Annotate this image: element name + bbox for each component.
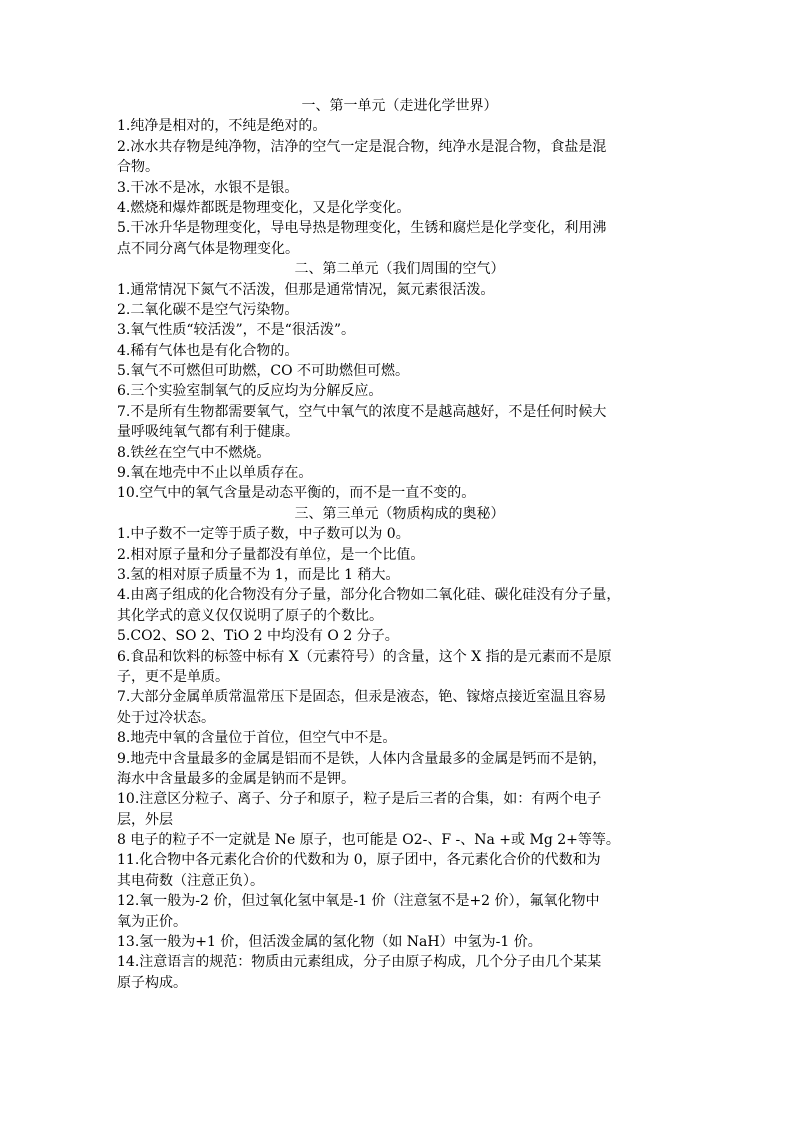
text-line: 6.三个实验室制氧气的反应均为分解反应。	[117, 383, 383, 400]
text-line: 海水中含量最多的金属是钠而不是钾。	[117, 770, 355, 787]
text-line: 4.稀有气体也是有化合物的。	[117, 342, 299, 359]
text-line: 其电荷数（注意正负）。	[117, 872, 264, 889]
text-line: 5.干冰升华是物理变化，导电导热是物理变化，生锈和腐烂是化学变化，利用沸	[117, 220, 607, 237]
text-line: 4.燃烧和爆炸都既是物理变化，又是化学变化。	[117, 199, 411, 216]
text-line: 层，外层	[117, 811, 173, 828]
text-line: 1.通常情况下氮气不活泼，但那是通常情况，氮元素很活泼。	[117, 281, 495, 298]
text-line: 其化学式的意义仅仅说明了原子的个数比。	[117, 607, 383, 624]
text-line: 7.不是所有生物都需要氧气，空气中氧气的浓度不是越高越好，不是任何时候大	[117, 403, 607, 420]
text-line: 3.氢的相对原子质量不为 1，而是比 1 稍大。	[117, 566, 400, 583]
text-line: 14.注意语言的规范：物质由元素组成，分子由原子构成，几个分子由几个某某	[117, 954, 602, 971]
text-line: 13.氢一般为+1 价，但活泼金属的氢化物（如 NaH）中氢为-1 价。	[117, 934, 542, 951]
text-line: 3.氧气性质“较活泼”，不是“很活泼”。	[117, 322, 355, 339]
text-line: 4.由离子组成的化合物没有分子量，部分化合物如二氧化硅、碳化硅没有分子量，	[117, 587, 621, 604]
text-line: 11.化合物中各元素化合价的代数和为 0，原子团中，各元素化合价的代数和为	[117, 852, 601, 869]
text-line: 5.氧气不可燃但可助燃，CO 不可助燃但可燃。	[117, 363, 409, 380]
text-line: 5.CO2、SO 2、TiO 2 中均没有 O 2 分子。	[117, 628, 399, 645]
text-line: 6.食品和饮料的标签中标有 X（元素符号）的含量，这个 X 指的是元素而不是原	[117, 648, 612, 665]
section-heading: 二、第二单元（我们周围的空气）	[294, 261, 505, 278]
text-line: 8.铁丝在空气中不燃烧。	[117, 444, 271, 461]
text-line: 7.大部分金属单质常温常压下是固态，但汞是液态，铯、镓熔点接近室温且容易	[117, 689, 607, 706]
text-line: 8.地壳中氧的含量位于首位，但空气中不是。	[117, 730, 397, 747]
text-line: 处于过冷状态。	[117, 709, 215, 726]
document-page	[117, 96, 682, 993]
section-heading: 三、第三单元（物质构成的奥秘）	[294, 505, 505, 522]
text-line: 2.相对原子量和分子量都没有单位，是一个比值。	[117, 546, 425, 563]
text-line: 2.二氧化碳不是空气污染物。	[117, 301, 299, 318]
text-line: 点不同分离气体是物理变化。	[117, 240, 299, 257]
text-line: 氧为正价。	[117, 913, 187, 930]
text-line: 8 电子的粒子不一定就是 Ne 原子，也可能是 O2-、F -、Na +或 Mg 2+等等。	[117, 832, 620, 849]
text-line: 1.纯净是相对的，不纯是绝对的。	[117, 118, 327, 135]
text-line: 子，更不是单质。	[117, 668, 229, 685]
text-line: 2.冰水共存物是纯净物，洁净的空气一定是混合物，纯净水是混合物，食盐是混	[117, 138, 607, 155]
text-line: 9.地壳中含量最多的金属是铝而不是铁，人体内含量最多的金属是钙而不是钠，	[117, 750, 607, 767]
text-line: 9.氧在地壳中不止以单质存在。	[117, 465, 313, 482]
text-line: 10.注意区分粒子、离子、分子和原子，粒子是后三者的合集，如：有两个电子	[117, 791, 602, 808]
section-heading: 一、第一单元（走进化学世界）	[301, 98, 498, 114]
text-line: 3.干冰不是冰，水银不是银。	[117, 179, 299, 196]
text-line: 10.空气中的氧气含量是动态平衡的，而不是一直不变的。	[117, 485, 476, 502]
text-line: 1.中子数不一定等于质子数，中子数可以为 0。	[117, 526, 410, 543]
text-line: 12.氧一般为-2 价，但过氧化氢中氧是-1 价（注意氢不是+2 价），氟氧化物中	[117, 893, 600, 910]
text-line: 原子构成。	[117, 974, 187, 991]
text-line: 合物。	[117, 159, 159, 176]
text-line: 量呼吸纯氧气都有利于健康。	[117, 424, 299, 441]
